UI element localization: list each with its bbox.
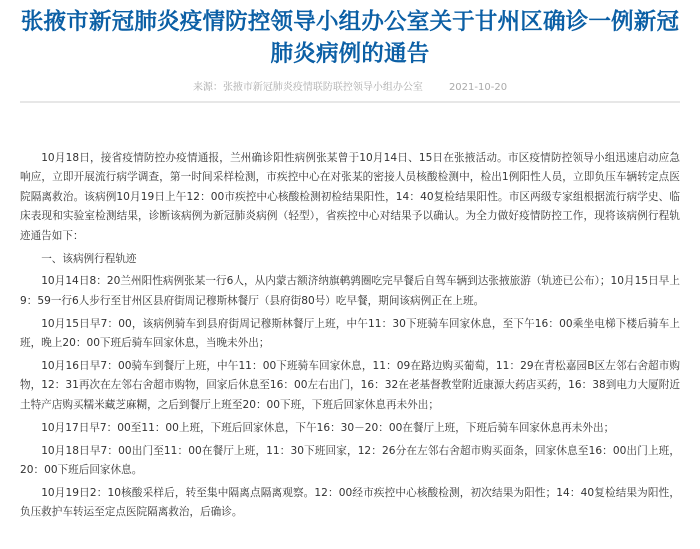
article-meta	[20, 80, 680, 96]
publish-date: 2021-10-20	[448, 82, 508, 93]
article-title: 张掖市新冠肺炎疫情防控领导小组办公室关于甘州区确诊一例新冠肺炎病例的通告	[20, 9, 680, 67]
source-label: 来源：	[192, 82, 223, 93]
paragraph-oct15: 10月15日早7：00，该病例骑车到县府街周记穆斯林餐厅上班，中午11：30下班骑车回家休息，至下午16：00乘坐电梯下楼后骑车上班，晚上20：00下班后骑车回家休息，当晚未外出；	[20, 317, 680, 350]
source-info	[193, 82, 423, 93]
paragraph-oct17: 10月17日早7：00至11：00上班，下班后回家休息，下午16：30－20：00在餐厅上班，下班后骑车回家休息再未外出；	[41, 421, 615, 434]
title-divider	[20, 101, 680, 103]
source-name: 张掖市新冠肺炎疫情联防联控领导小组办公室	[222, 82, 423, 93]
paragraph-oct16: 10月16日早7：00骑车到餐厅上班，中午11：00下班骑车回家休息，11：09在路边购买葡萄，11：29在青松嘉园B区左邻右舍超市购物，12：31再次在左邻右舍超市购物，回家后休息至16：00左右出门，16：32在老基督教堂附近康源大药店买药，16：38到电力大厦附近土特产店购买糯米藏芝麻糊，之后到餐厅上班至20：00下班，下班后回家休息再未外出；	[20, 360, 680, 411]
section-heading: 一、该病例行程轨迹	[41, 252, 137, 265]
paragraph-oct18: 10月18日早7：00出门至11：00在餐厅上班，11：30下班回家，12：26分在左邻右舍超市购买面条，回家休息至16：00出门上班，20：00下班后回家休息。	[20, 444, 680, 477]
paragraph-intro: 10月18日，接省疫情防控办疫情通报，兰州确诊阳性病例张某曾于10月14日、15日在张掖活动。市区疫情防控领导小组迅速启动应急响应，立即开展流行病学调查，第一时间采样检测，市疾控中心在对张某的密接人员核酸检测中，检出1例阳性人员，立即负压车辆转定点医院隔离救治。该病例10月19日上午12：00市疾控中心核酸检测初检结果阳性，14：40复检结果阳性。市区两级专家组根据流行病学史、临床表现和实验室检测结果，诊断该病例为新冠肺炎病例（轻型），省疾控中心对结果予以确认。为全力做好疫情防控工作，现将该病例行程轨迹通告如下：	[20, 152, 680, 242]
paragraph-oct19: 10月19日2：10核酸采样后，转至集中隔离点隔离观察。12：00经市疾控中心核酸检测，初次结果为阳性；14：40复检结果为阳性，负压救护车转运至定点医院隔离救治，后确诊。	[20, 487, 680, 519]
article-body	[20, 149, 680, 523]
paragraph-oct14: 10月14日8：20兰州阳性病例张某一行6人，从内蒙古额济纳旗鹌鹑圈吃完早餐后自驾车辆到达张掖旅游（轨迹已公布）；10月15日早上9：59一行6人步行至甘州区县府街周记穆斯林餐厅（县府街80号）吃早餐，期间该病例正在上班。	[20, 275, 680, 307]
